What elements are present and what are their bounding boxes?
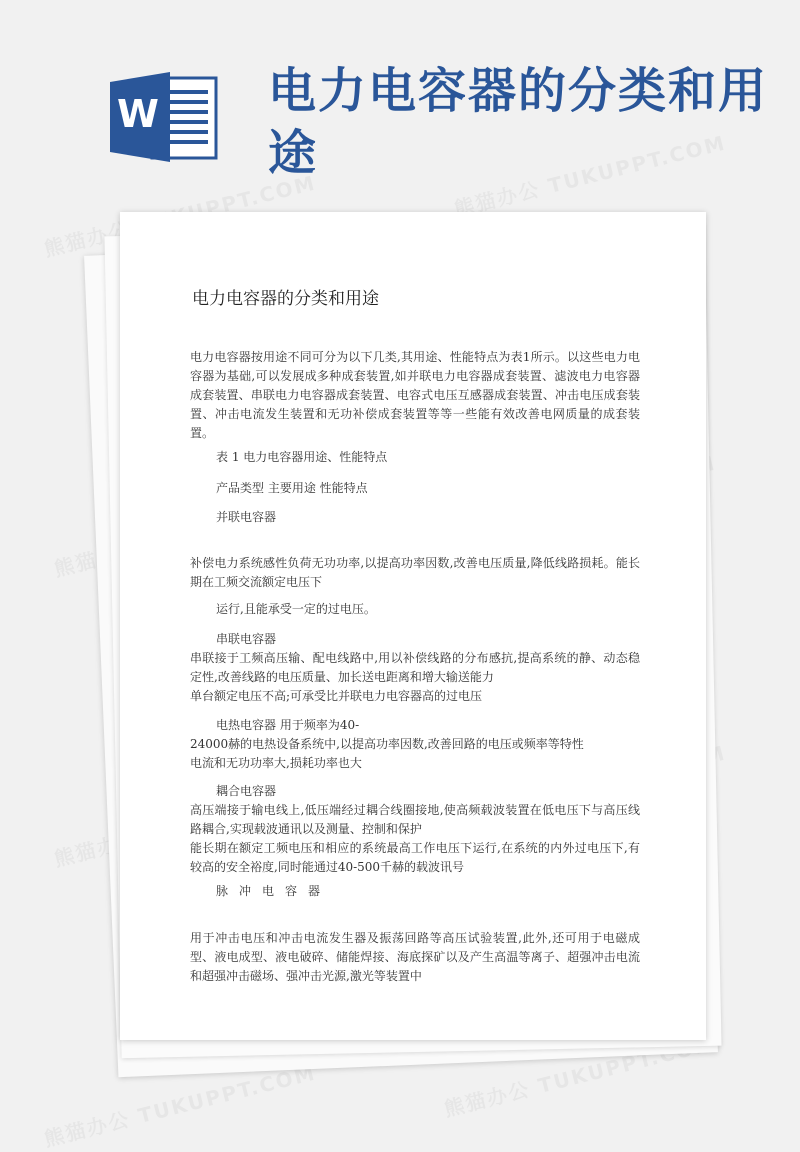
item-name: 电热电容器 bbox=[216, 718, 277, 732]
item-description: 补偿电力系统感性负荷无功功率,以提高功率因数,改善电压质量,降低线路损耗。能长期在工频交流额定电压下 bbox=[190, 556, 640, 589]
item-description: 高压端接于输电线上,低压端经过耦合线圈接地,使高频载波装置在低电压下与高压线路耦合,实现载波通讯以及测量、控制和保护 bbox=[190, 803, 640, 836]
item-name: 串联电容器 bbox=[216, 632, 277, 646]
svg-text:W: W bbox=[117, 92, 159, 136]
item-name: 脉冲电容器 bbox=[216, 884, 332, 898]
item-description: 用于冲击电压和冲击电流发生器及振荡回路等高压试验装置,此外,还可用于电磁成型、液电成型、液电破碎、储能焊接、海底探矿以及产生高温等离子、超强冲击电流和超强冲击磁场、强冲击光源,激光等装置中 bbox=[190, 931, 640, 983]
header-title: 电力电容器的分类和用途 bbox=[268, 63, 769, 181]
word-document-icon bbox=[110, 72, 220, 162]
item-name: 耦合电容器 bbox=[216, 784, 277, 798]
item-feature: 运行,且能承受一定的过电压。 bbox=[216, 602, 376, 616]
item-name: 并联电容器 bbox=[216, 510, 277, 524]
intro-paragraph: 电力电容器按用途不同可分为以下几类,其用途、性能特点为表1所示。以这些电力电容器为基础,可以发展成多种成套装置,如并联电力电容器成套装置、滤波电力电容器成套装置、串联电力电容器成套装置、电容式电压互感器成套装置、冲击电压成套装置、冲击电流发生装置和无功补偿成套装置等等一些能有效改善电网质量的成套装置。 bbox=[190, 350, 640, 440]
item-description: 24000赫的电热设备系统中,以提高功率因数,改善回路的电压或频率等特性 bbox=[190, 737, 584, 751]
document-title: 电力电容器的分类和用途 bbox=[192, 289, 379, 309]
document-page bbox=[120, 212, 706, 1040]
item-feature: 电流和无功功率大,损耗功率也大 bbox=[190, 756, 362, 770]
table-caption: 表 1 电力电容器用途、性能特点 bbox=[216, 450, 388, 464]
item-feature: 单台额定电压不高;可承受比并联电力电容器高的过电压 bbox=[190, 689, 483, 703]
item-feature: 能长期在额定工频电压和相应的系统最高工作电压下运行,在系统的内外过电压下,有较高的安全裕度,同时能通过40-500千赫的载波讯号 bbox=[190, 841, 640, 874]
item-inline-text: 用于频率为40- bbox=[279, 718, 360, 732]
item-name-inline bbox=[216, 716, 359, 735]
item-description: 串联接于工频高压输、配电线路中,用以补偿线路的分布感抗,提高系统的静、动态稳定性,改善线路的电压质量、加长送电距离和增大输送能力 bbox=[190, 651, 640, 684]
table-header: 产品类型 主要用途 性能特点 bbox=[216, 481, 368, 495]
